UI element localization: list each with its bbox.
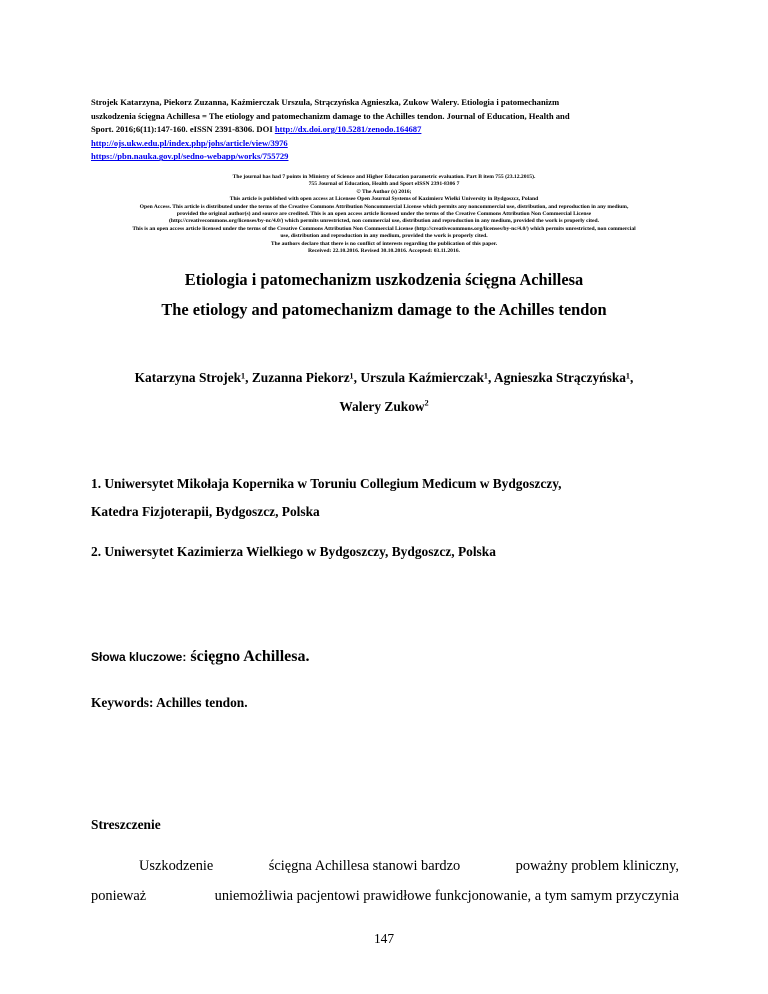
keywords-english: Keywords: Achilles tendon. xyxy=(91,695,248,710)
notice-line: (http://creativecommons.org/licenses/by-nc/4.0/) which permits unrestricted, non commercial use, distribution and reproduction in any medium, provided the work is properly cited. xyxy=(169,218,599,225)
notice-line: provided the original author(s) and source are credited. This is an open access article licensed under the terms of the Creative Commons Attribution Non Commercial License xyxy=(176,211,592,218)
affiliation-marker: 2 xyxy=(424,398,429,408)
page-number: 147 xyxy=(373,931,395,946)
citation-line: Strojek Katarzyna, Piekorz Zuzanna, Kaźmierczak Urszula, Strączyńska Agnieszka, Zukow Walery. Etiologia i patomechanizm xyxy=(91,97,560,107)
abstract-text xyxy=(91,851,679,911)
affiliation-1 xyxy=(91,470,562,526)
authors-block xyxy=(80,363,688,421)
notice-line: use, distribution and reproduction in any medium, provided the work is properly cited. xyxy=(280,233,488,240)
notice-line: The authors declare that there is no conflict of interests regarding the publication of this paper. xyxy=(270,240,498,247)
affiliation-line: 2. Uniwersytet Kazimierza Wielkiego w Bydgoszczy, Bydgoszcz, Polska xyxy=(91,544,496,559)
notice-line: © The Author (s) 2016; xyxy=(356,188,412,195)
notice-line: Open Access. This article is distributed under the terms of the Creative Commons Attribution Noncommercial License which permits any noncommercial use, distribution, and reproduction in any medium, xyxy=(139,203,629,210)
notice-line: This is an open access article licensed under the terms of the Creative Commons Attribution Non Commercial License (http://creativecommons.org/licenses/by-nc/4.0/) which permits unrestricted, non commercial xyxy=(132,225,636,232)
notice-line: Received: 22.10.2016. Revised 30.10.2016. Accepted: 03.11.2016. xyxy=(308,248,460,255)
abstract-word: ścięgna Achillesa stanowi bardzo xyxy=(268,858,461,874)
abstract-word: Uszkodzenie xyxy=(139,858,214,874)
affiliation-2 xyxy=(91,538,496,566)
keywords-polish xyxy=(91,648,309,666)
affiliation-line: 1. Uniwersytet Mikołaja Kopernika w Toruniu Collegium Medicum w Bydgoszczy, xyxy=(91,476,562,491)
abstract-word: poważny problem kliniczny, xyxy=(515,858,679,874)
author-name: Walery Zukow xyxy=(339,399,425,414)
title-polish: Etiologia i patomechanizm uszkodzenia ścięgna Achillesa xyxy=(184,270,584,289)
abstract-word: ponieważ xyxy=(91,888,147,904)
notice-line: This article is published with open access at Licensee Open Journal Systems of Kazimierz Wielki University in Bydgoszcz, Poland xyxy=(229,196,539,203)
citation-line-text: Sport. 2016;6(11):147-160. eISSN 2391-8306. DOI xyxy=(91,124,275,135)
notice-line: The journal has had 7 points in Ministry of Science and Higher Education parametric evaluation. Part B item 755 (23.12.2015). xyxy=(232,174,536,180)
citation-block xyxy=(91,96,679,164)
sedno-link[interactable]: https://pbn.nauka.gov.pl/sedno-webapp/works/755729 xyxy=(91,151,289,162)
citation-line xyxy=(91,123,679,137)
abstract-word: uniemożliwia pacjentowi prawidłowe funkcjonowanie, a tym samym przyczynia xyxy=(214,888,679,904)
ojs-article-link[interactable]: http://ojs.ukw.edu.pl/index.php/johs/article/view/3976 xyxy=(91,137,288,148)
abstract-line xyxy=(91,851,679,881)
abstract-line xyxy=(91,881,679,911)
abstract-heading: Streszczenie xyxy=(91,817,161,832)
keywords-value: ścięgno Achillesa. xyxy=(190,648,310,665)
citation-line: uszkodzenia ścięgna Achillesa = The etiology and patomechanizm damage to the Achilles tendon. Journal of Education, Health and xyxy=(91,110,570,121)
authors-line xyxy=(80,392,688,421)
keywords-label: Słowa kluczowe: xyxy=(91,650,187,664)
title-english: The etiology and patomechanizm damage to the Achilles tendon xyxy=(161,300,607,319)
notice-line: 755 Journal of Education, Health and Sport eISSN 2391-8306 7 xyxy=(308,181,460,188)
authors-line: Katarzyna Strojek¹, Zuzanna Piekorz¹, Urszula Kaźmierczak¹, Agnieszka Strączyńska¹, xyxy=(134,370,634,385)
license-notice xyxy=(40,174,728,255)
doi-link[interactable]: http://dx.doi.org/10.5281/zenodo.164687 xyxy=(274,124,422,135)
affiliation-line: Katedra Fizjoterapii, Bydgoszcz, Polska xyxy=(91,504,320,519)
